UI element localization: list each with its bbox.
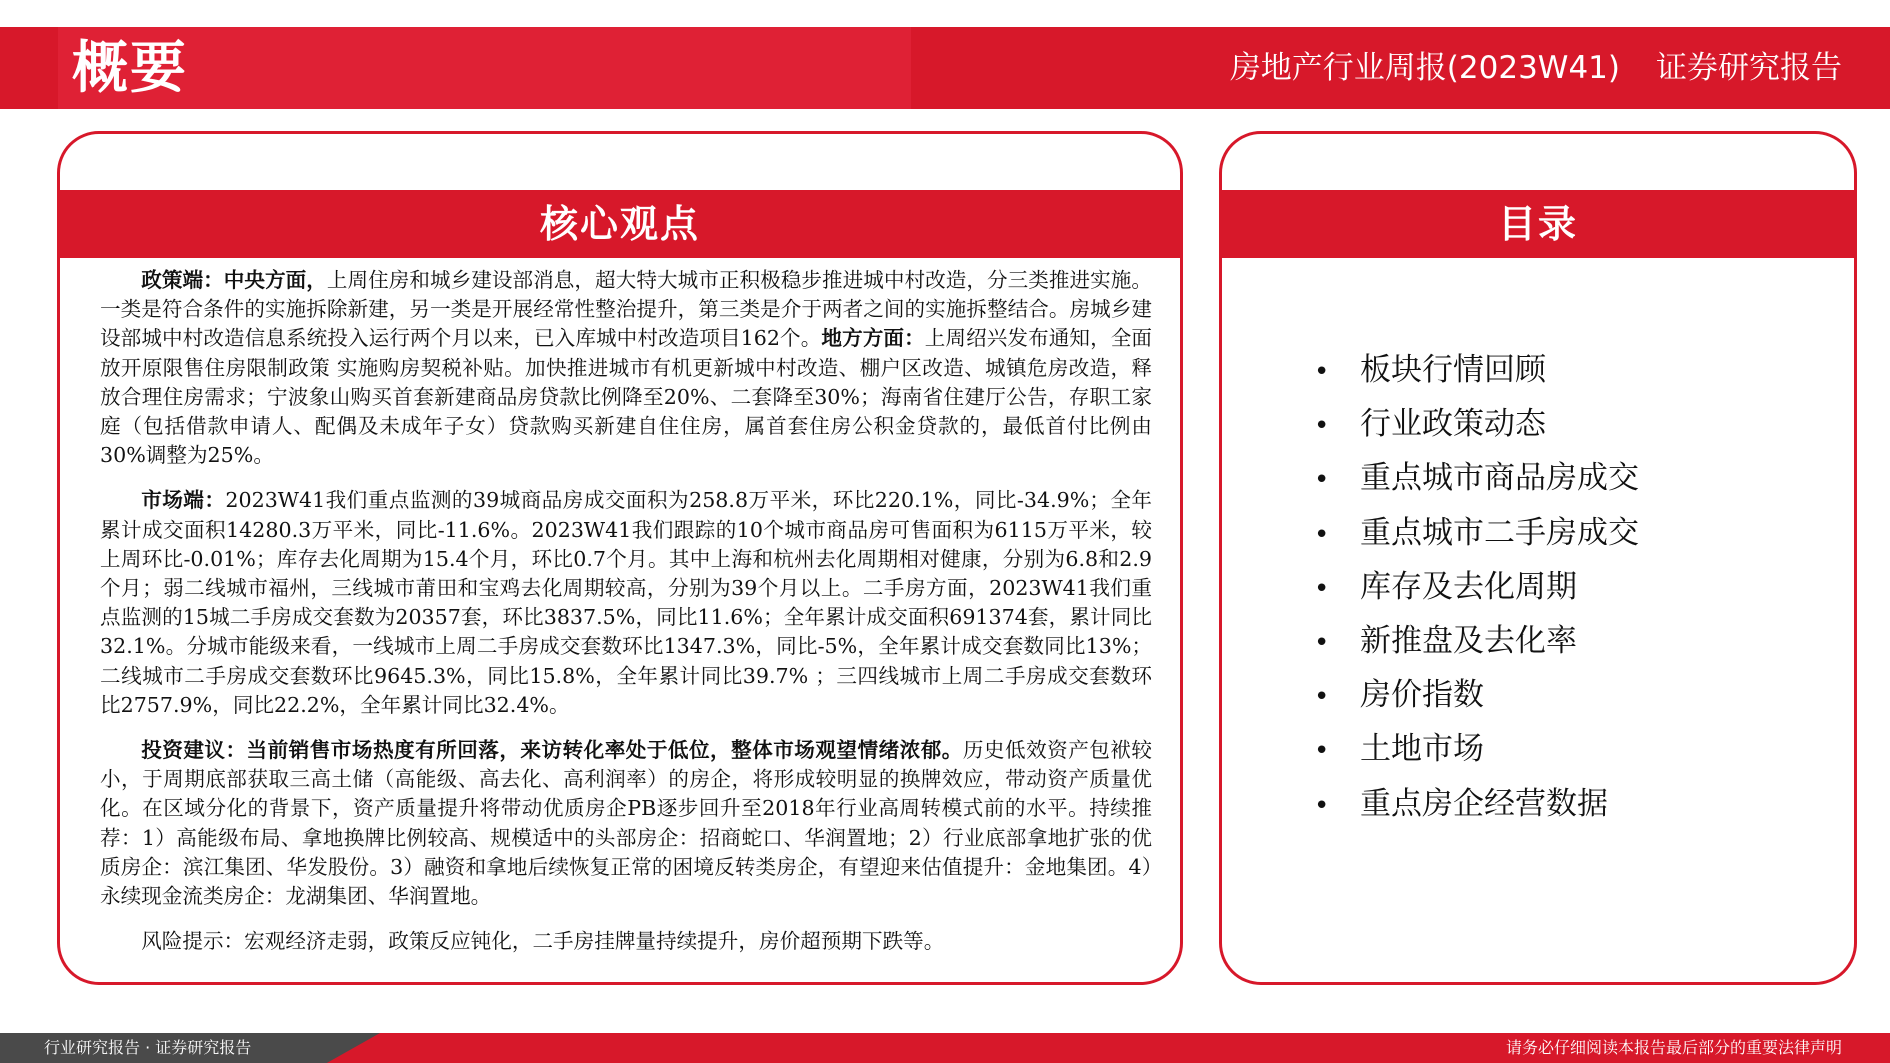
local-text: 上周绍兴发布通知，全面放开原限售住房限制政策 实施购房契税补贴。加快推进城市有机更新城中村改造、棚户区改造、城镇危房改造，释放合理住房需求；宁波象山购买首套新建商品房贷款比例降至20%、二套降至30%；海南省住建厅公告，存职工家庭（包括借款申请人、配偶及未成年子女）贷款购买新建自住住房，属首套住房公积金贷款的，最低首付比例由30%调整为25%。 — [100, 326, 1153, 468]
market-paragraph — [100, 486, 1152, 720]
toc-item[interactable] — [1314, 344, 1639, 398]
report-type: 证券研究报告 — [1656, 50, 1842, 86]
bullet-icon: • — [1314, 682, 1330, 713]
footer-bar — [0, 1033, 1890, 1063]
bullet-icon: • — [1314, 411, 1330, 442]
toc-item-label: 库存及去化周期 — [1360, 568, 1577, 605]
policy-label: 政策端： — [141, 268, 224, 292]
investment-text: 历史低效资产包袱较小，于周期底部获取三高土储（高能级、高去化、高利润率）的房企，将形成较明显的换牌效应，带动资产质量优化。在区域分化的背景下，资产质量提升将带动优质房企PB逐步回升至2018年行业高周转模式前的水平。持续推荐：1）高能级布局、拿地换牌比例较高、规模适中的头部房企：招商蛇口、华润置地；2）行业底部拿地扩张的优质房企：滨江集团、华发股份。3）融资和拿地后续恢复正常的困境反转类房企，有望迎来估值提升：金地集团。4）永续现金流类房企：龙湖集团、华润置地。 — [100, 738, 1153, 909]
bullet-icon: • — [1314, 519, 1330, 550]
toc-item-label: 板块行情回顾 — [1360, 352, 1546, 388]
footer-disclaimer: 请务必仔细阅读本报告最后部分的重要法律声明 — [1505, 1038, 1842, 1057]
toc-item[interactable] — [1314, 669, 1639, 723]
market-label: 市场端： — [141, 488, 226, 513]
toc-item-label: 行业政策动态 — [1360, 406, 1546, 443]
bullet-icon: • — [1314, 573, 1330, 604]
toc-item-label: 新推盘及去化率 — [1360, 623, 1577, 660]
toc-item[interactable] — [1314, 507, 1639, 561]
toc-item-label: 重点城市二手房成交 — [1360, 514, 1639, 551]
toc-item[interactable] — [1314, 723, 1639, 777]
report-title — [1230, 27, 1842, 109]
central-label: 中央方面， — [223, 268, 327, 292]
toc-panel — [1219, 131, 1857, 985]
toc-item[interactable] — [1314, 778, 1639, 832]
policy-paragraph — [100, 266, 1152, 470]
bullet-icon: • — [1314, 628, 1330, 659]
core-views-body — [100, 266, 1152, 972]
core-views-panel — [57, 131, 1183, 985]
bullet-icon: • — [1314, 357, 1330, 387]
bullet-icon: • — [1314, 736, 1330, 767]
toc-item-label: 土地市场 — [1360, 731, 1484, 768]
toc-item[interactable] — [1314, 561, 1639, 615]
toc-item[interactable] — [1314, 398, 1639, 452]
investment-label: 投资建议： — [141, 738, 247, 763]
risk-paragraph: 风险提示：宏观经济走弱，政策反应钝化，二手房挂牌量持续提升，房价超预期下跌等。 — [141, 929, 945, 954]
toc-item-label: 重点房企经营数据 — [1360, 785, 1608, 822]
local-label: 地方方面： — [821, 326, 925, 351]
report-name: 房地产行业周报(2023W41) — [1229, 50, 1620, 86]
footer-left-text: 行业研究报告 · 证券研究报告 — [44, 1038, 252, 1057]
toc-item-label: 重点城市商品房成交 — [1360, 460, 1639, 497]
toc-heading: 目录 — [1222, 190, 1854, 258]
investment-paragraph — [100, 736, 1152, 911]
toc-item[interactable] — [1314, 452, 1639, 506]
core-views-heading: 核心观点 — [60, 190, 1180, 258]
header-bar — [0, 27, 1890, 109]
market-text: 2023W41我们重点监测的39城商品房成交面积为258.8万平米，环比220.1%，同比-34.9%；全年累计成交面积14280.3万平米，同比-11.6%。2023W41我们跟踪的10个城市商品房可售面积为6115万平米，较上周环比-0.01%；库存去化周期为15.4个月，环比0.7个月。其中上海和杭州去化周期相对健康，分别为6.8和2.9个月；弱二线城市福州，三线城市莆田和宝鸡去化周期较高，分别为39个月以上。二手房方面，2023W41我们重点监测的15城二手房成交套数为20357套，环比3837.5%，同比11.6%；全年累计成交面积691374套，累计同比32.1%。分城市能级来看，一线城市上周二手房成交套数环比1347.3%，同比-5%，全年累计成交套数同比13%；二线城市二手房成交套数环比9645.3%，同比15.8%，全年累计同比39.7% ；三四线城市上周二手房成交套数环比2757.9%，同比22.2%，全年累计同比32.4%。 — [100, 488, 1153, 717]
toc-item[interactable] — [1314, 615, 1639, 669]
investment-highlight: 当前销售市场热度有所回落，来访转化率处于低位，整体市场观望情绪浓郁。 — [246, 738, 963, 763]
toc-item-label: 房价指数 — [1360, 677, 1484, 714]
bullet-icon: • — [1314, 790, 1330, 821]
central-text: 上周住房和城乡建设部消息，超大特大城市正积极稳步推进城中村改造，分三类推进实施。一类是符合条件的实施拆除新建，另一类是开展经常性整治提升，第三类是介于两者之间的实施拆整结合。房城乡建设部城中村改造信息系统投入运行两个月以来，已入库城中村改造项目162个。 — [100, 268, 1153, 351]
page-title: 概要 — [72, 36, 188, 101]
toc-list — [1314, 344, 1639, 832]
bullet-icon: • — [1314, 465, 1330, 496]
